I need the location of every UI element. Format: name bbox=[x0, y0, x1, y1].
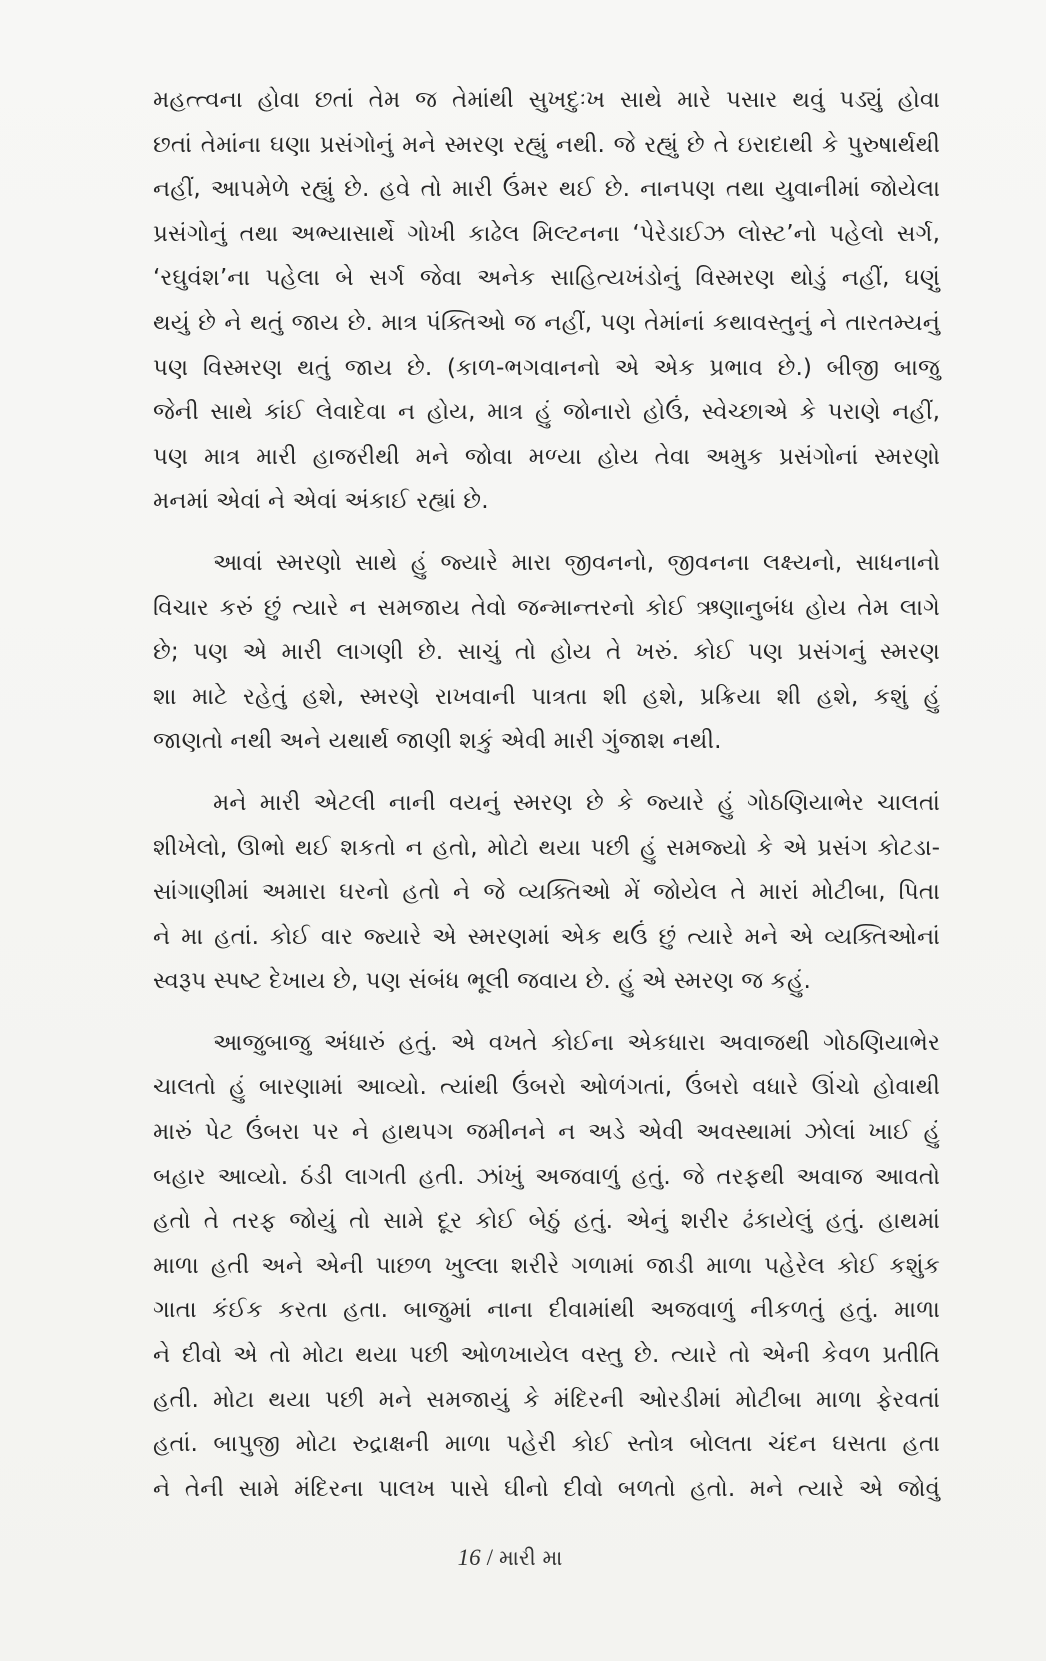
page-footer bbox=[0, 1540, 1020, 1576]
text-line: મારું પેટ ઉંબરા પર ને હાથપગ જમીનને ન અડે એવી અવસ્થામાં ઝોલાં ખાઈ હું bbox=[153, 1118, 940, 1146]
text-line: માળા હતી અને એની પાછળ ખુલ્લા શરીરે ગળામાં જાડી માળા પહેરેલ કોઈ કશુંક bbox=[153, 1251, 940, 1279]
text-line: નહીં, આપમેળે રહ્યું છે. હવે તો મારી ઉંમર થઈ છે. નાનપણ તથા યુવાનીમાં જોયેલા bbox=[153, 175, 940, 203]
text-line: પણ વિસ્મરણ થતું જાય છે. (કાળ-ભગવાનનો એ એક પ્રભાવ છે.) બીજી બાજુ bbox=[153, 353, 940, 381]
text-line: જાણતો નથી અને યથાર્થ જાણી શકું એવી મારી ગુંજાશ નથી. bbox=[153, 727, 722, 755]
text-line: ચાલતો હું બારણામાં આવ્યો. ત્યાંથી ઉંબરો ઓળંગતાં, ઉંબરો વધારે ઊંચો હોવાથી bbox=[153, 1073, 940, 1101]
running-title: મારી મા bbox=[498, 1546, 563, 1570]
text-line: મહત્ત્વના હોવા છતાં તેમ જ તેમાંથી સુખદુઃખ સાથે મારે પસાર થવું પડ્યું હોવા bbox=[153, 86, 940, 113]
footer-separator: / bbox=[486, 1545, 493, 1570]
text-line: જેની સાથે કાંઈ લેવાદેવા ન હોય, માત્ર હું જોનારો હોઉં, સ્વેચ્છાએ કે પરાણે નહીં, bbox=[153, 398, 940, 426]
body-text bbox=[153, 78, 940, 1528]
text-line: છતાં તેમાંના ઘણા પ્રસંગોનું મને સ્મરણ રહ્યું નથી. જે રહ્યું છે તે ઇરાદાથી કે પુરુષાર્થથી bbox=[153, 130, 940, 158]
text-line: હતો તે તરફ જોયું તો સામે દૂર કોઈ બેઠું હતું. એનું શરીર ઢંકાયેલું હતું. હાથમાં bbox=[153, 1207, 940, 1235]
text-line: મને મારી એટલી નાની વયનું સ્મરણ છે કે જ્યારે હું ગોઠણિયાભેર ચાલતાં bbox=[213, 788, 940, 816]
text-line: ગાતા કંઈક કરતા હતા. બાજુમાં નાના દીવામાંથી અજવાળું નીકળતું હતું. માળા bbox=[153, 1296, 940, 1324]
text-line: ને મા હતાં. કોઈ વાર જ્યારે એ સ્મરણમાં એક થઉં છું ત્યારે મને એ વ્યક્તિઓનાં bbox=[153, 922, 940, 950]
text-line: સ્વરૂપ સ્પષ્ટ દેખાય છે, પણ સંબંધ ભૂલી જવાય છે. હું એ સ્મરણ જ કહું. bbox=[153, 967, 811, 995]
text-line: થયું છે ને થતું જાય છે. માત્ર પંક્તિઓ જ નહીં, પણ તેમાંનાં કથાવસ્તુનું ને તારતમ્યનું bbox=[153, 308, 940, 336]
text-line: બહાર આવ્યો. ઠંડી લાગતી હતી. ઝાંખું અજવાળું હતું. જે તરફથી અવાજ આવતો bbox=[153, 1162, 940, 1190]
text-line: પણ માત્ર મારી હાજરીથી મને જોવા મળ્યા હોય તેવા અમુક પ્રસંગોનાં સ્મરણો bbox=[153, 442, 940, 470]
paragraph bbox=[153, 781, 940, 1004]
text-line: હતાં. બાપુજી મોટા રુદ્રાક્ષની માળા પહેરી કોઈ સ્તોત્ર બોલતા ચંદન ઘસતા હતા bbox=[153, 1430, 940, 1458]
paragraph bbox=[153, 1021, 940, 1512]
text-line: શા માટે રહેતું હશે, સ્મરણે રાખવાની પાત્રતા શી હશે, પ્રક્રિયા શી હશે, કશું હું bbox=[153, 682, 940, 710]
text-line: આજુબાજુ અંધારું હતું. એ વખતે કોઈના એકધારા અવાજથી ગોઠણિયાભેર bbox=[213, 1028, 940, 1056]
text-line: શીખેલો, ઊભો થઈ શકતો ન હતો, મોટો થયા પછી હું સમજ્યો કે એ પ્રસંગ કોટડા- bbox=[153, 833, 940, 861]
text-line: પ્રસંગોનું તથા અભ્યાસાર્થે ગોખી કાઢેલ મિલ્ટનના ‘પેરેડાઈઝ લોસ્ટ’નો પહેલો સર્ગ, bbox=[153, 219, 940, 247]
text-line: ને તેની સામે મંદિરના પાલખ પાસે ઘીનો દીવો બળતો હતો. મને ત્યારે એ જોવું bbox=[153, 1474, 940, 1502]
text-line: હતી. મોટા થયા પછી મને સમજાયું કે મંદિરની ઓરડીમાં મોટીબા માળા ફેરવતાં bbox=[153, 1385, 940, 1413]
text-line: મનમાં એવાં ને એવાં અંકાઈ રહ્યાં છે. bbox=[153, 487, 489, 515]
text-line: ને દીવો એ તો મોટા થયા પછી ઓળખાયેલ વસ્તુ છે. ત્યારે તો એની કેવળ પ્રતીતિ bbox=[153, 1341, 940, 1369]
text-line: સાંગાણીમાં અમારા ઘરનો હતો ને જે વ્યક્તિઓ મેં જોયેલ તે મારાં મોટીબા, પિતા bbox=[153, 878, 940, 906]
text-line: ‘રઘુવંશ’ના પહેલા બે સર્ગ જેવા અનેક સાહિત્યખંડોનું વિસ્મરણ થોડું નહીં, ઘણું bbox=[153, 264, 940, 292]
page-number: 16 bbox=[457, 1545, 481, 1570]
text-line: આવાં સ્મરણો સાથે હું જ્યારે મારા જીવનનો, જીવનના લક્ષ્યનો, સાધનાનો bbox=[213, 548, 940, 576]
text-line: છે; પણ એ મારી લાગણી છે. સાચું તો હોય તે ખરું. કોઈ પણ પ્રસંગનું સ્મરણ bbox=[153, 638, 940, 666]
paragraph bbox=[153, 78, 940, 524]
text-line: વિચાર કરું છું ત્યારે ન સમજાય તેવો જન્માન્તરનો કોઈ ઋણાનુબંધ હોય તેમ લાગે bbox=[153, 593, 940, 621]
paragraph bbox=[153, 541, 940, 764]
